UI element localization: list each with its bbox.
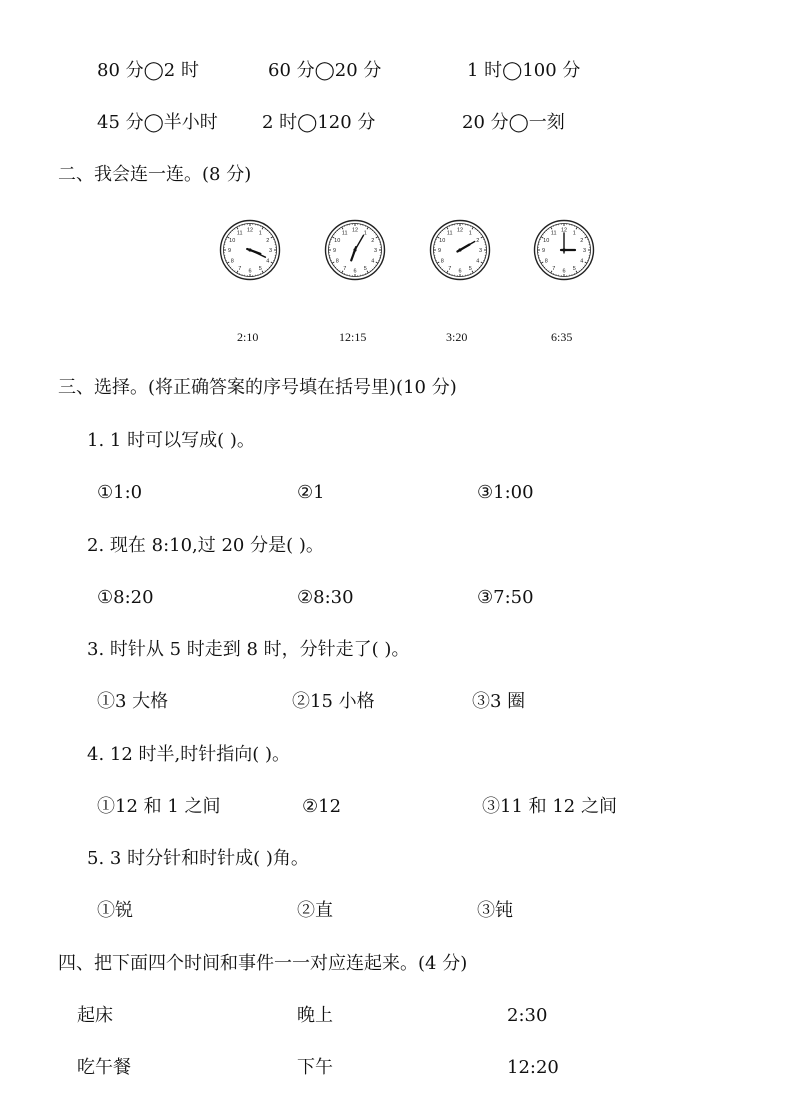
svg-text:11: 11 — [550, 230, 557, 237]
svg-text:8: 8 — [335, 258, 339, 265]
compare-item: 45 分◯半小时 — [97, 112, 218, 133]
svg-text:4: 4 — [580, 258, 584, 265]
svg-text:10: 10 — [543, 237, 550, 244]
svg-text:2: 2 — [371, 237, 375, 244]
svg-text:10: 10 — [229, 237, 236, 244]
svg-text:2: 2 — [476, 237, 480, 244]
svg-text:3: 3 — [582, 248, 587, 255]
svg-text:5: 5 — [363, 265, 367, 272]
svg-text:9: 9 — [541, 248, 546, 255]
compare-item: 1 时◯100 分 — [467, 60, 581, 81]
svg-text:1: 1 — [258, 230, 262, 237]
svg-text:8: 8 — [230, 258, 234, 265]
period-item: 晚上 — [297, 1005, 333, 1026]
svg-text:9: 9 — [227, 248, 232, 255]
svg-text:5: 5 — [572, 265, 576, 272]
svg-text:8: 8 — [544, 258, 548, 265]
time-item: 2:30 — [507, 1005, 548, 1026]
period-item: 下午 — [297, 1057, 333, 1078]
svg-text:11: 11 — [341, 230, 348, 237]
svg-text:4: 4 — [371, 258, 375, 265]
time-label: 3:20 — [446, 330, 468, 344]
option: ②8:30 — [297, 587, 354, 608]
svg-text:10: 10 — [334, 237, 341, 244]
time-label: 6:35 — [551, 330, 573, 344]
svg-text:5: 5 — [468, 265, 472, 272]
time-label: 2:10 — [237, 330, 259, 344]
svg-text:4: 4 — [266, 258, 270, 265]
clock-icon — [324, 219, 386, 281]
option: ③3 圈 — [472, 691, 526, 712]
compare-item: 60 分◯20 分 — [268, 60, 382, 81]
option: ①8:20 — [97, 587, 154, 608]
svg-text:3: 3 — [268, 248, 273, 255]
svg-text:3: 3 — [478, 248, 483, 255]
section-heading: 三、选择。(将正确答案的序号填在括号里)(10 分) — [58, 377, 457, 398]
svg-text:4: 4 — [476, 258, 480, 265]
svg-text:9: 9 — [437, 248, 442, 255]
option: ②12 — [302, 796, 342, 817]
svg-text:12: 12 — [246, 227, 254, 234]
svg-text:5: 5 — [258, 265, 262, 272]
option: ③1:00 — [477, 482, 534, 503]
event-item: 吃午餐 — [77, 1057, 131, 1078]
svg-text:11: 11 — [236, 230, 243, 237]
option: ②15 小格 — [292, 691, 375, 712]
option: ①3 大格 — [97, 691, 169, 712]
svg-text:1: 1 — [363, 230, 367, 237]
option: ③11 和 12 之间 — [482, 796, 617, 817]
clock-icon — [429, 219, 491, 281]
svg-text:7: 7 — [343, 265, 347, 272]
svg-text:12: 12 — [560, 227, 568, 234]
question: 2. 现在 8:10,过 20 分是( )。 — [87, 535, 324, 556]
option: ①锐 — [97, 900, 133, 921]
svg-text:2: 2 — [266, 237, 270, 244]
compare-item: 2 时◯120 分 — [262, 112, 376, 133]
clock-icon — [533, 219, 595, 281]
svg-text:11: 11 — [446, 230, 453, 237]
svg-text:6: 6 — [458, 268, 462, 275]
svg-text:7: 7 — [552, 265, 556, 272]
svg-text:10: 10 — [439, 237, 446, 244]
svg-text:2: 2 — [580, 237, 584, 244]
question: 5. 3 时分针和时针成( )角。 — [87, 848, 309, 869]
svg-text:1: 1 — [572, 230, 576, 237]
option: ①12 和 1 之间 — [97, 796, 221, 817]
svg-text:6: 6 — [248, 268, 252, 275]
svg-text:12: 12 — [456, 227, 464, 234]
option: ①1:0 — [97, 482, 143, 503]
option: ②1 — [297, 482, 325, 503]
svg-text:7: 7 — [448, 265, 452, 272]
svg-text:6: 6 — [562, 268, 566, 275]
svg-text:8: 8 — [440, 258, 444, 265]
option: ③7:50 — [477, 587, 534, 608]
svg-text:9: 9 — [332, 248, 337, 255]
compare-item: 80 分◯2 时 — [97, 60, 199, 81]
section-heading: 四、把下面四个时间和事件一一对应连起来。(4 分) — [58, 953, 468, 974]
clock-icon — [219, 219, 281, 281]
svg-text:3: 3 — [373, 248, 378, 255]
time-label: 12:15 — [339, 330, 367, 344]
svg-text:7: 7 — [238, 265, 242, 272]
question: 1. 1 时可以写成( )。 — [87, 430, 255, 451]
svg-text:6: 6 — [353, 268, 357, 275]
question: 4. 12 时半,时针指向( )。 — [87, 744, 291, 765]
compare-item: 20 分◯一刻 — [462, 112, 565, 133]
svg-text:1: 1 — [468, 230, 472, 237]
time-item: 12:20 — [507, 1057, 559, 1078]
option: ③钝 — [477, 900, 513, 921]
question: 3. 时针从 5 时走到 8 时，分针走了( )。 — [87, 639, 410, 660]
event-item: 起床 — [77, 1005, 113, 1026]
section-heading: 二、我会连一连。(8 分) — [58, 164, 252, 185]
option: ②直 — [297, 900, 333, 921]
svg-text:12: 12 — [351, 227, 359, 234]
